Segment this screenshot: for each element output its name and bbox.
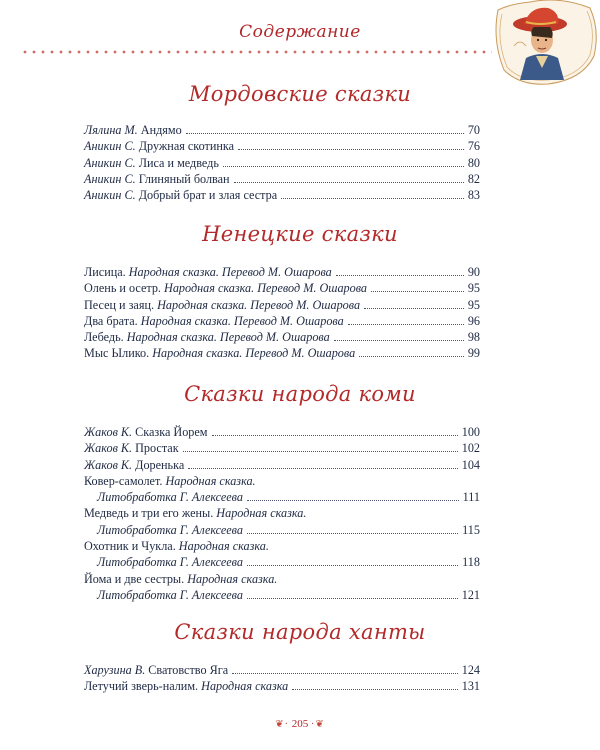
dot-leader [359, 356, 464, 357]
toc-list-mordovian [84, 122, 480, 203]
portrait-illustration [490, 0, 600, 86]
entry-title: Йома и две сестры. [84, 571, 185, 586]
dot-leader [234, 182, 464, 183]
entry-page: 98 [467, 330, 480, 345]
toc-entry[interactable] [84, 329, 480, 345]
entry-page: 95 [467, 297, 480, 312]
entry-page: 99 [467, 346, 480, 361]
dot-leader [238, 149, 464, 150]
entry-title: Медведь и три его жены. [84, 506, 214, 521]
left-ornament-icon: ❦· [275, 719, 289, 730]
entry-title: Песец и заяц. [84, 297, 155, 312]
entry-title: Олень и осетр. [84, 281, 161, 296]
entry-title: Лисица. [84, 265, 126, 279]
toc-list-komi [84, 424, 480, 603]
dot-leader [292, 689, 457, 690]
entry-page: 82 [467, 171, 480, 186]
entry-note: Народная сказка. Перевод М. Ошарова [157, 297, 361, 312]
toc-entry-line2[interactable] [84, 554, 480, 570]
toc-entry[interactable] [84, 280, 480, 296]
entry-page: 76 [467, 139, 480, 154]
dot-leader [364, 308, 464, 309]
toc-list-khanty [84, 662, 480, 695]
toc-entry[interactable] [84, 264, 480, 280]
right-ornament-icon: ·❦ [311, 719, 325, 730]
entry-note: Народная сказка. Перевод М. Ошарова [128, 265, 332, 279]
entry-note: Народная сказка. [216, 506, 307, 521]
toc-entry[interactable] [84, 457, 480, 473]
toc-entry-line2[interactable] [84, 489, 480, 505]
entry-sub: Литобработка Г. Алексеева [97, 490, 243, 505]
entry-title: Ковер-самолет. [84, 473, 163, 488]
toc-entry[interactable] [84, 440, 480, 456]
dot-leader [212, 435, 458, 436]
entry-page: 121 [461, 587, 480, 602]
toc-entry[interactable] [84, 424, 480, 440]
entry-page: 111 [462, 490, 480, 505]
toc-entry[interactable] [84, 297, 480, 313]
dot-leader [223, 166, 464, 167]
entry-title: Простак [135, 441, 179, 456]
entry-title: Доренька [135, 457, 185, 472]
entry-title: Лебедь. [84, 330, 124, 345]
entry-note: Народная сказка. Перевод М. Ошарова [152, 346, 356, 361]
entry-author: Аникин С. [84, 155, 136, 170]
entry-note: Народная сказка. Перевод М. Ошарова [140, 313, 344, 328]
entry-title: Два брата. [84, 313, 138, 328]
dot-leader [232, 673, 458, 674]
toc-entry-line1[interactable] [84, 538, 480, 554]
entry-page: 104 [461, 457, 480, 472]
toc-entry-line2[interactable] [84, 522, 480, 538]
entry-note: Народная сказка. [165, 473, 256, 488]
entry-page: 115 [462, 522, 480, 537]
dot-leader [247, 500, 459, 501]
toc-entry[interactable] [84, 187, 480, 203]
dot-leader [336, 275, 464, 276]
dot-leader [348, 324, 464, 325]
entry-author: Жаков К. [84, 457, 133, 472]
section-title-nenets: Ненецкие сказки [202, 222, 398, 246]
entry-title: Сватовство Яга [148, 663, 229, 677]
entry-note: Народная сказка. Перевод М. Ошарова [164, 281, 368, 296]
entry-page: 83 [467, 188, 480, 203]
entry-page: 95 [467, 281, 480, 296]
entry-title: Охотник и Чукла. [84, 539, 176, 554]
section-title-komi: Сказки народа коми [184, 382, 416, 406]
entry-note: Народная сказка. Перевод М. Ошарова [126, 330, 330, 345]
toc-entry-line1[interactable] [84, 571, 480, 587]
entry-sub: Литобработка Г. Алексеева [97, 555, 243, 570]
entry-author: Харузина В. [84, 663, 146, 677]
dot-leader [186, 133, 464, 134]
section-title-khanty: Сказки народа ханты [174, 620, 426, 644]
entry-page: 90 [467, 265, 480, 279]
entry-title: Дружная скотинка [138, 139, 235, 154]
entry-title: Добрый брат и злая сестра [138, 188, 278, 203]
dot-leader [371, 291, 464, 292]
entry-title: Глиняный болван [138, 171, 230, 186]
toc-entry[interactable] [84, 662, 480, 678]
toc-entry-line1[interactable] [84, 473, 480, 489]
entry-author: Аникин С. [84, 188, 136, 203]
entry-page: 131 [461, 679, 480, 694]
ornamental-border [22, 45, 492, 59]
entry-page: 118 [462, 555, 480, 570]
entry-note: Народная сказка [201, 679, 289, 694]
section-title-mordovian: Мордовские сказки [188, 82, 412, 106]
toc-entry-line1[interactable] [84, 505, 480, 521]
page-number: 205 [291, 718, 309, 730]
entry-page: 100 [461, 425, 480, 439]
entry-page: 124 [461, 663, 480, 677]
page-header-title: Содержание [239, 22, 361, 42]
toc-entry[interactable] [84, 171, 480, 187]
entry-sub: Литобработка Г. Алексеева [97, 587, 243, 602]
dot-leader [247, 565, 458, 566]
toc-entry[interactable] [84, 345, 480, 361]
entry-note: Народная сказка. [187, 571, 278, 586]
entry-title: Лиса и медведь [138, 155, 219, 170]
dot-leader [334, 340, 464, 341]
dot-leader [247, 598, 458, 599]
entry-note: Народная сказка. [178, 539, 269, 554]
entry-author: Лялина М. [84, 123, 138, 137]
entry-page: 80 [467, 155, 480, 170]
entry-title: Летучий зверь-налим. [84, 679, 199, 694]
dot-leader [183, 451, 458, 452]
toc-entry-line2[interactable] [84, 587, 480, 603]
entry-sub: Литобработка Г. Алексеева [97, 522, 243, 537]
entry-page: 102 [461, 441, 480, 456]
entry-author: Аникин С. [84, 171, 136, 186]
dot-leader [247, 533, 458, 534]
entry-title: Сказка Йорем [135, 425, 208, 439]
entry-title: Мыс Ылико. [84, 346, 150, 361]
dot-leader [281, 198, 464, 199]
entry-author: Жаков К. [84, 425, 133, 439]
toc-entry[interactable] [84, 678, 480, 694]
toc-entry[interactable] [84, 155, 480, 171]
entry-page: 96 [467, 313, 480, 328]
entry-title: Андямо [140, 123, 182, 137]
toc-list-nenets [84, 264, 480, 362]
entry-author: Жаков К. [84, 441, 133, 456]
entry-page: 70 [467, 123, 480, 137]
dot-leader [188, 468, 457, 469]
toc-entry[interactable] [84, 138, 480, 154]
toc-entry[interactable] [84, 122, 480, 138]
page-footer [0, 718, 600, 730]
toc-entry[interactable] [84, 313, 480, 329]
entry-author: Аникин С. [84, 139, 136, 154]
